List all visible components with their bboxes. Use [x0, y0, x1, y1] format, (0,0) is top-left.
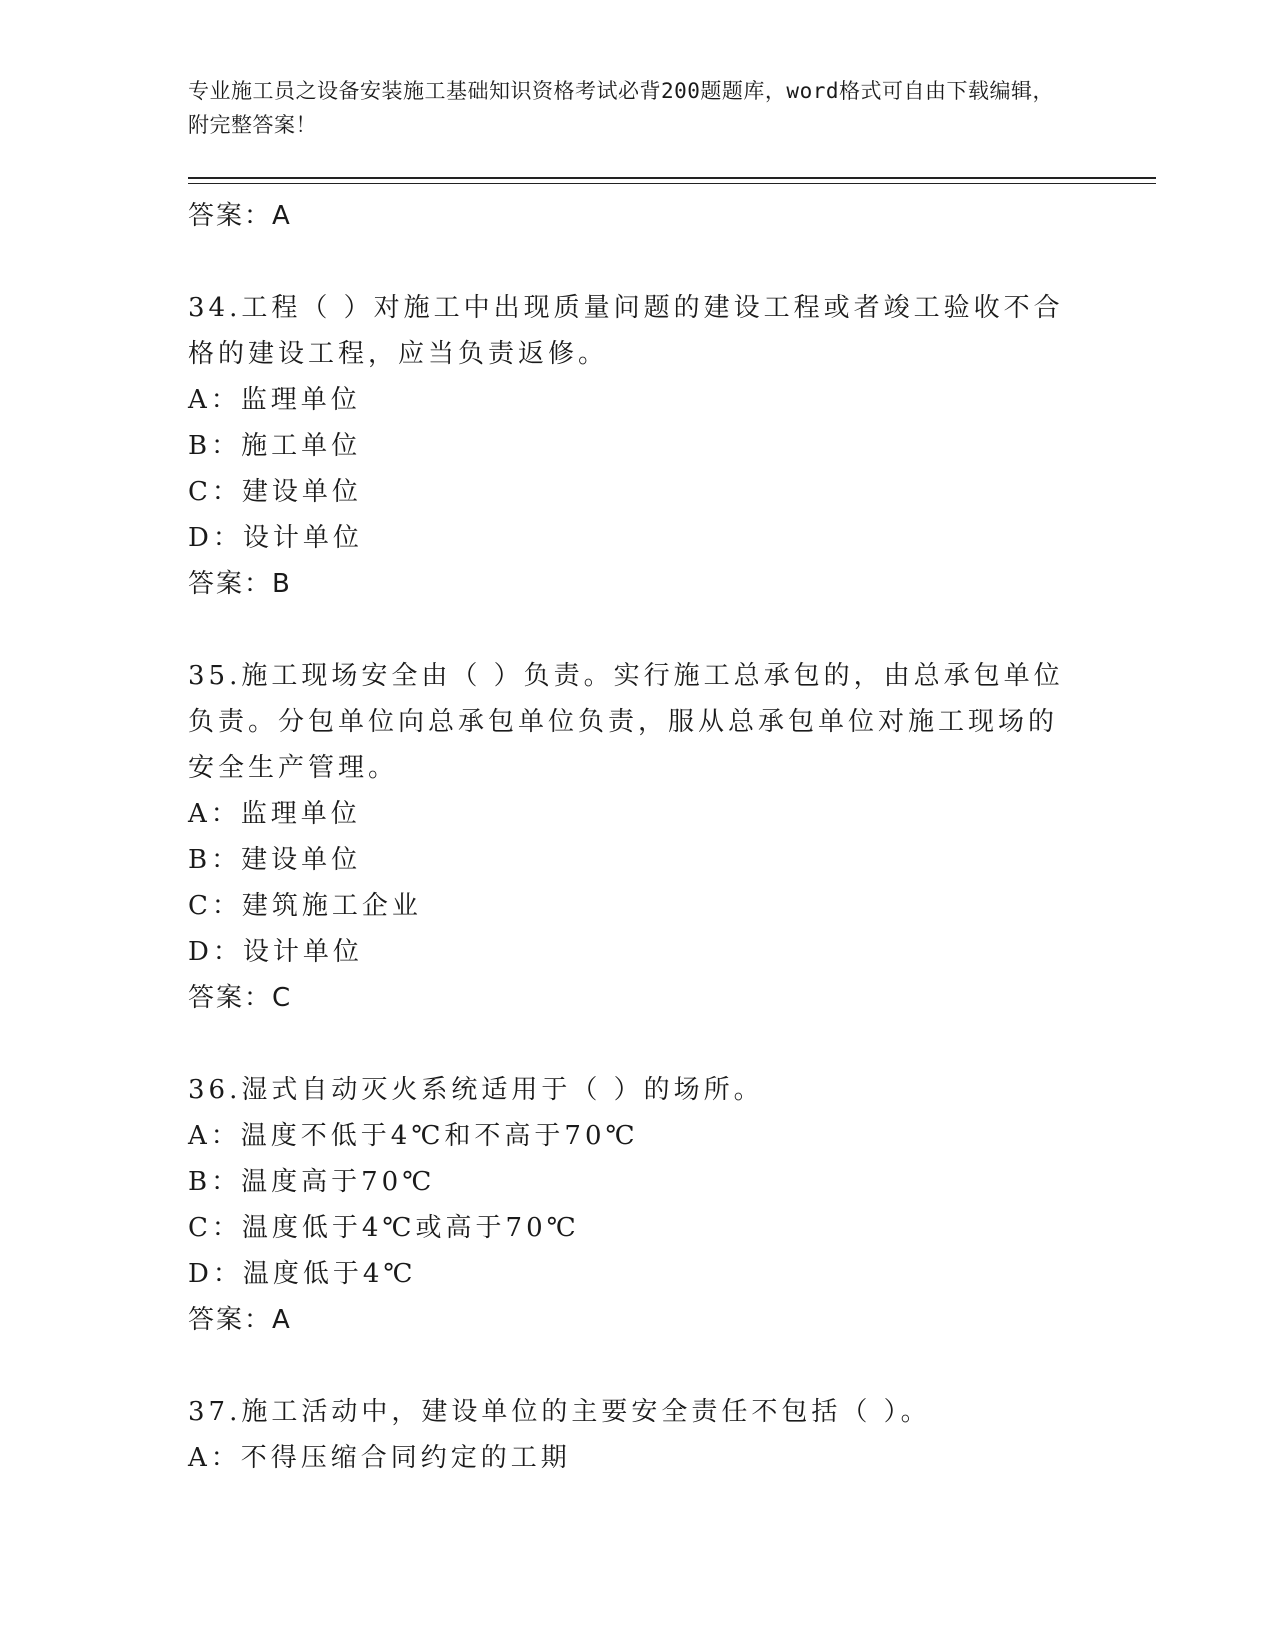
answer-line: 答案：C	[188, 983, 293, 1013]
option-b: B：建设单位	[188, 845, 362, 875]
question-stem: 35.施工现场安全由（ ）负责。实行施工总承包的，由总承包单位负责。分包单位向总承包单位负责，服从总承包单位对施工现场的安全生产管理。	[188, 661, 1064, 783]
header-divider-thick	[188, 177, 1156, 179]
question-stem: 34.工程（ ）对施工中出现质量问题的建设工程或者竣工验收不合格的建设工程，应当负责返修。	[188, 293, 1064, 369]
question-stem: 37.施工活动中，建设单位的主要安全责任不包括（ ）。	[188, 1397, 931, 1427]
question-list	[188, 193, 1068, 1481]
option-a: A：监理单位	[188, 385, 361, 415]
header-divider-thin	[188, 183, 1156, 184]
option-d: D：温度低于4℃	[188, 1259, 417, 1289]
document-header: 专业施工员之设备安装施工基础知识资格考试必背200题题库，word格式可自由下载编辑，附完整答案！	[188, 79, 1054, 137]
option-d: D：设计单位	[188, 937, 363, 967]
question-35	[188, 653, 1068, 1021]
option-a: A：温度不低于4℃和不高于70℃	[188, 1121, 639, 1151]
answer-line: 答案：A	[188, 201, 292, 231]
option-b: B：温度高于70℃	[188, 1167, 436, 1197]
option-a: A：不得压缩合同约定的工期	[188, 1443, 571, 1473]
option-c: C：建设单位	[188, 477, 362, 507]
question-37	[188, 1389, 1068, 1481]
question-36	[188, 1067, 1068, 1343]
option-c: C：建筑施工企业	[188, 891, 422, 921]
option-d: D：设计单位	[188, 523, 363, 553]
question-34	[188, 285, 1068, 607]
answer-line: 答案：B	[188, 569, 292, 599]
option-c: C：温度低于4℃或高于70℃	[188, 1213, 580, 1243]
option-b: B：施工单位	[188, 431, 362, 461]
answer-line: 答案：A	[188, 1305, 292, 1335]
option-a: A：监理单位	[188, 799, 361, 829]
question-stem: 36.湿式自动灭火系统适用于（ ）的场所。	[188, 1075, 764, 1105]
